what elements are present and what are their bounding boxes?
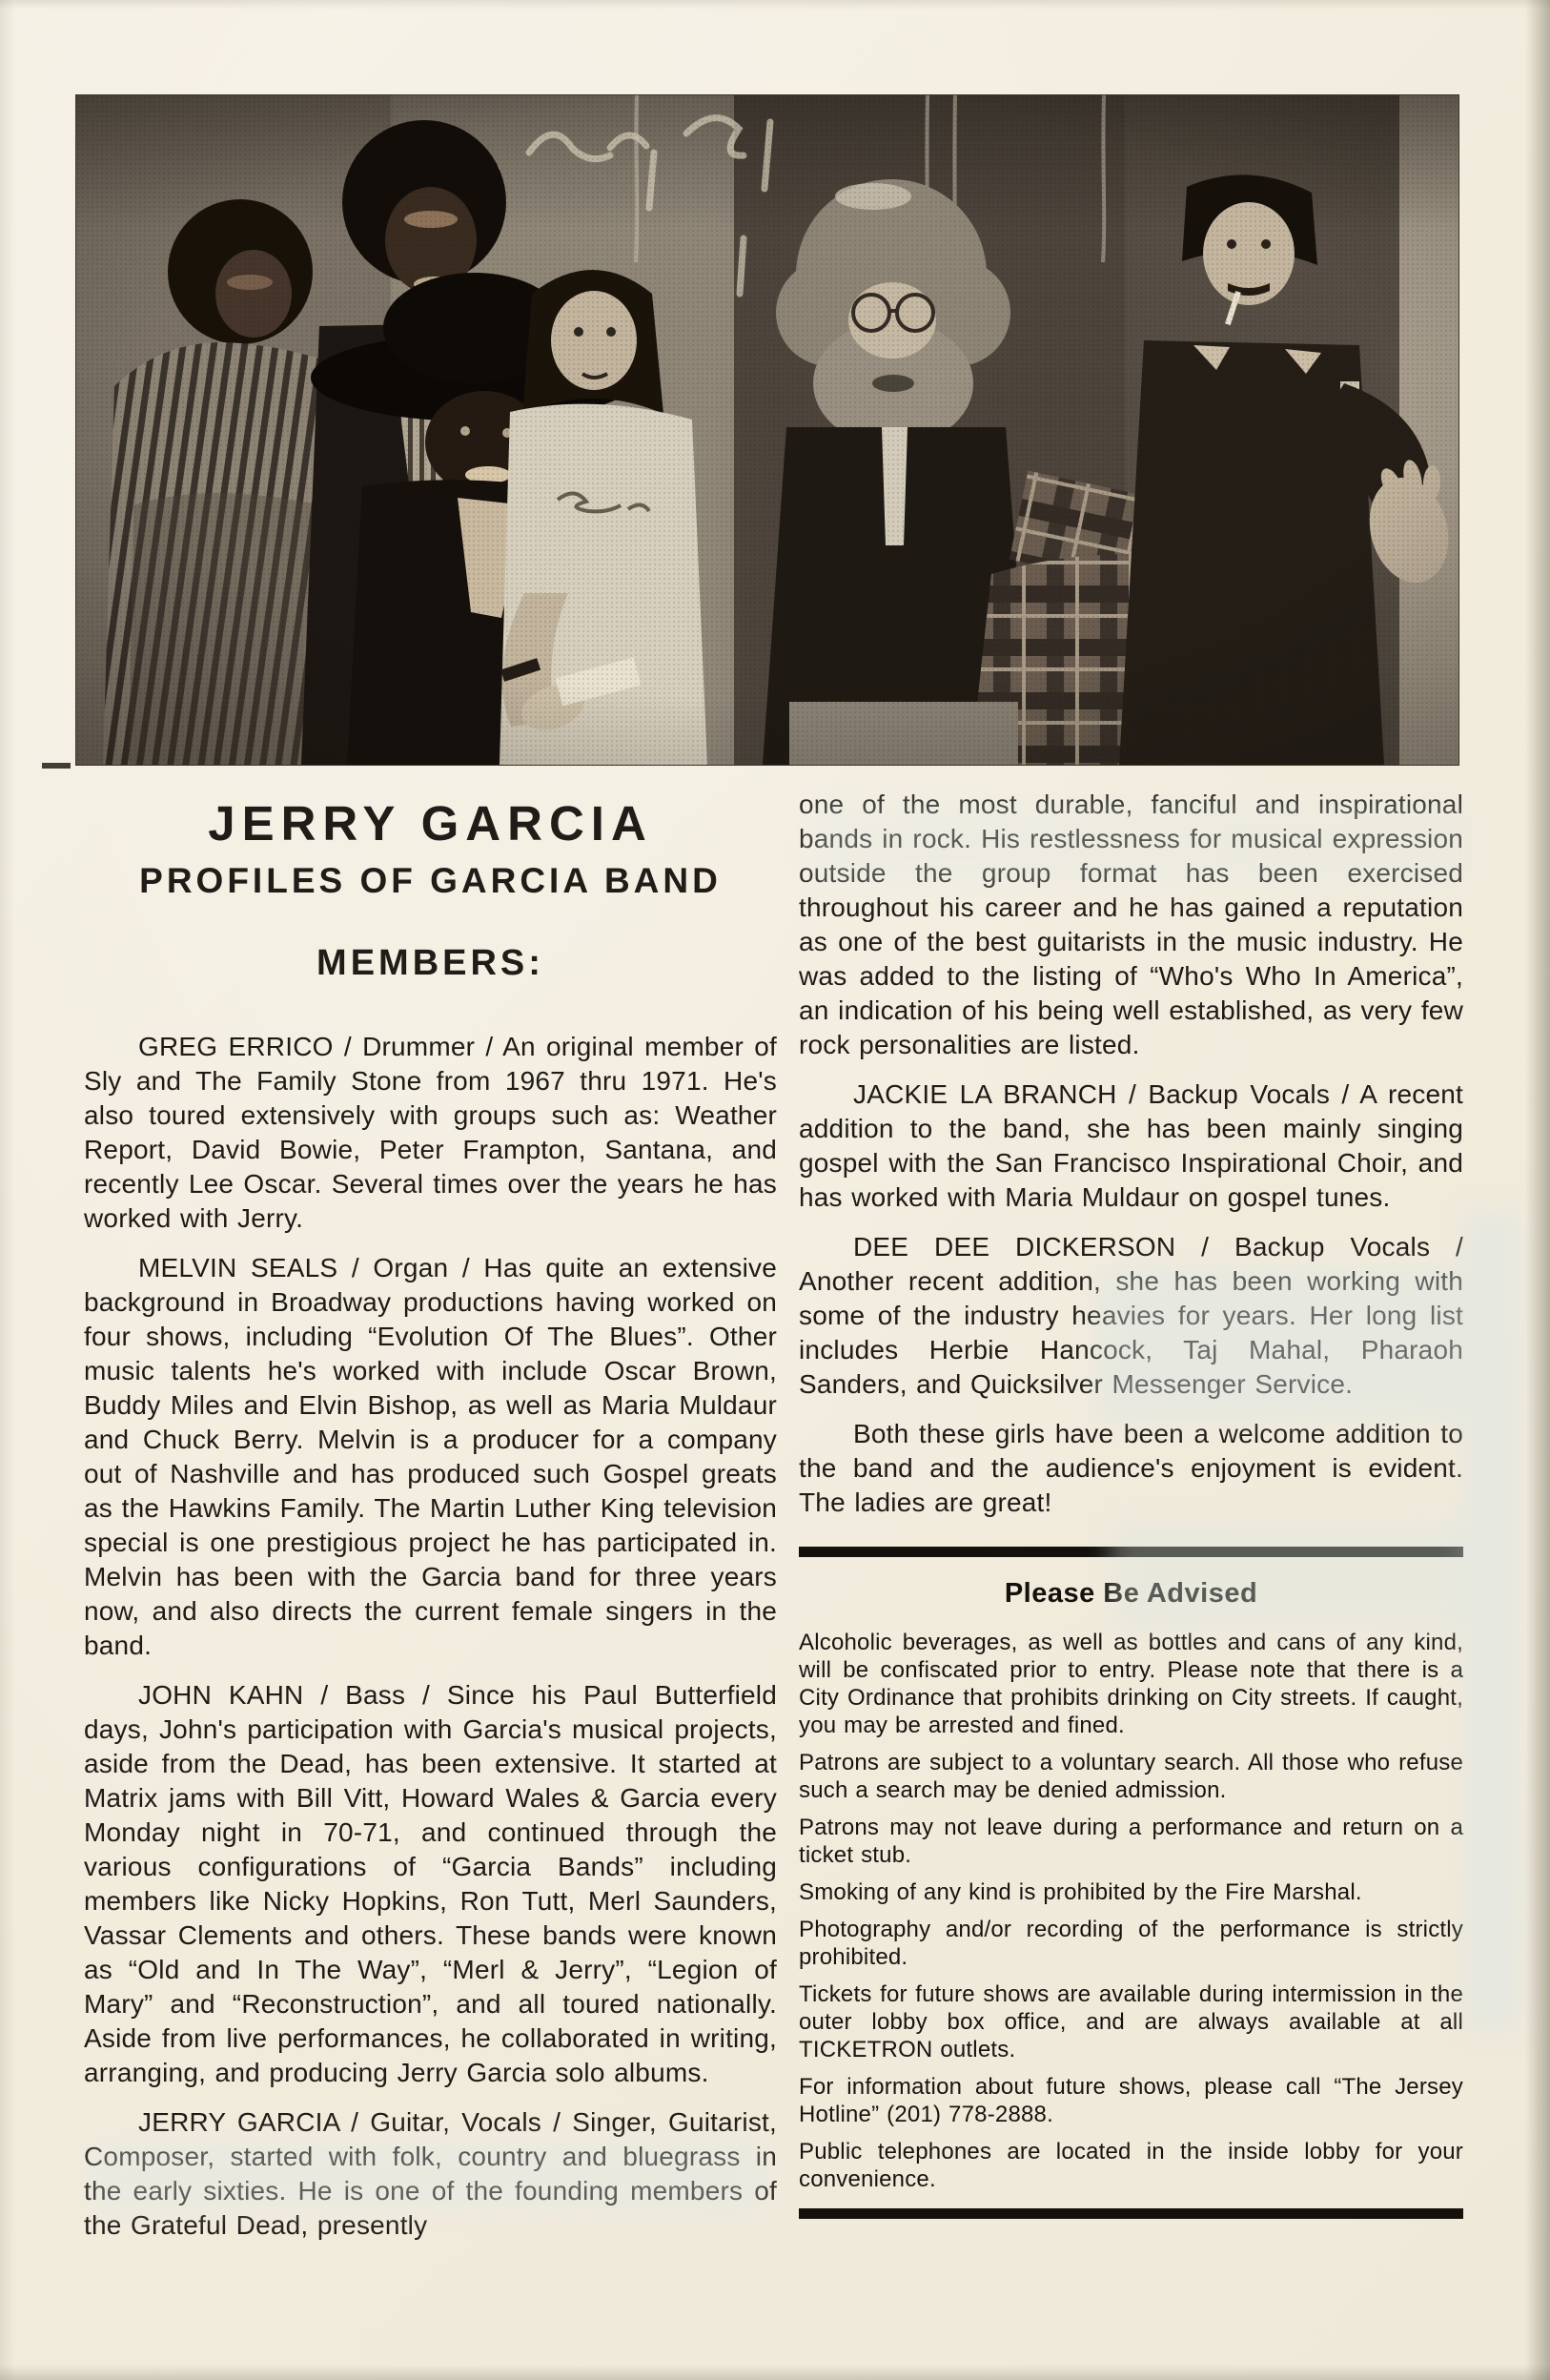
bio-jerry-garcia: JERRY GARCIA / Guitar, Vocals / Singer, Guitarist, Composer, started with folk, country and bluegrass in the early sixties. He is one of the founding members of the Grateful Dead, presently: [84, 2107, 777, 2240]
advisory-item-search: Patrons are subject to a voluntary search. All those who refuse such a search may be denied admission.: [799, 1750, 1463, 1803]
page-edge-shadow-left: [0, 0, 15, 2380]
advisory-list: [799, 1629, 1463, 2193]
bio-jerry-garcia-continued: one of the most durable, fanciful and inspirational bands in rock. His restlessness for musical expression outside the group format has been exercised throughout his career and he has gained a reputation as one of the best guitarists in the music industry. He was added to the listing of “Who's Who In America”, an indication of his being well established, as very few rock personalities are listed.: [799, 790, 1463, 1059]
page-edge-shadow-bottom: [0, 2365, 1550, 2380]
bio-greg-errico: GREG ERRICO / Drummer / An original member of Sly and The Family Stone from 1967 thru 1971. He's also toured extensively with groups such as: Weather Report, David Bowie, Peter Frampton, Santana, and recently Lee Oscar. Several times over the years he has worked with Jerry.: [84, 1032, 777, 1233]
left-column: [84, 782, 777, 2258]
bio-closing-note: Both these girls have been a welcome addition to the band and the audience's enjoyment is evident. The ladies are great!: [799, 1419, 1463, 1517]
advisory-item-reentry: Patrons may not leave during a performance and return on a ticket stub.: [799, 1815, 1463, 1868]
vignette-overlay: [76, 95, 1458, 765]
bio-jackie-la-branch: JACKIE LA BRANCH / Backup Vocals / A recent addition to the band, she has been mainly singing gospel with the San Francisco Inspirational Choir, and has worked with Maria Muldaur on gospel tunes.: [799, 1079, 1463, 1212]
member-bios-continued: [799, 788, 1463, 1520]
advisory-top-rule: [799, 1547, 1463, 1557]
advisory-item-alcohol: Alcoholic beverages, as well as bottles and cans of any kind, will be confiscated prior to entry. Please note that there is a City Ordinance that prohibits drinking on City streets. If caught, you may be arrested and fined.: [799, 1630, 1463, 1738]
page-title: JERRY GARCIA: [208, 796, 653, 851]
members-heading: MEMBERS:: [316, 943, 544, 983]
band-photo-illustration: [76, 95, 1458, 765]
bio-john-kahn: JOHN KAHN / Bass / Since his Paul Butterfield days, John's participation with Garcia's musical projects, aside from the Dead, has been extensive. It started at Matrix jams with Bill Vitt, Howard Wales & Garcia every Monday night in 70-71, and continued through the various configurations of “Garcia Bands” including members like Nicky Hopkins, Ron Tutt, Merl Saunders, Vassar Clements and others. These bands were known as “Old and In The Way”, “Merl & Jerry”, “Legion of Mary” and “Reconstruction”, and all toured nationally. Aside from live performances, he collaborated in writing, arranging, and producing Jerry Garcia solo albums.: [84, 1680, 777, 2087]
advisory-item-telephones: Public telephones are located in the inside lobby for your convenience.: [799, 2139, 1463, 2192]
advisory-item-smoking: Smoking of any kind is prohibited by the Fire Marshal.: [799, 1879, 1362, 1905]
advisory-item-hotline: For information about future shows, please call “The Jersey Hotline” (201) 778-2888.: [799, 2074, 1463, 2127]
band-photo: [76, 95, 1458, 765]
advisory-bottom-rule: [799, 2208, 1463, 2219]
advisory-item-tickets: Tickets for future shows are available during intermission in the outer lobby box office, and are always available at all TICKETRON outlets.: [799, 1981, 1463, 2062]
page-edge-shadow-right: [1525, 0, 1550, 2380]
photo-margin-mark: [42, 763, 71, 769]
bio-dee-dee-dickerson: DEE DEE DICKERSON / Backup Vocals / Another recent addition, she has been working with some of the industry heavies for years. Her long list includes Herbie Hancock, Taj Mahal, Pharaoh Sanders, and Quicksilver Messenger Service.: [799, 1232, 1463, 1399]
page-edge-shadow-top: [0, 0, 1550, 10]
member-bios: [84, 1030, 777, 2243]
bio-melvin-seals: MELVIN SEALS / Organ / Has quite an extensive background in Broadway productions having worked on four shows, including “Evolution Of The Blues”. Other music talents he's worked with include Oscar Brown, Buddy Miles and Elvin Bishop, as well as Maria Muldaur and Chuck Berry. Melvin is a producer for a company out of Nashville and has produced such Gospel greats as the Hawkins Family. The Martin Luther King television special is one prestigious project he has participated in. Melvin has been with the Garcia band for three years now, and also directs the current female singers in the band.: [84, 1253, 777, 1660]
advisory-heading: Please Be Advised: [1004, 1578, 1258, 1609]
right-column: [799, 788, 1463, 2219]
print-bleed-ghost: [1464, 1211, 1519, 2031]
page-subtitle: PROFILES OF GARCIA BAND: [139, 861, 722, 900]
advisory-item-photography: Photography and/or recording of the performance is strictly prohibited.: [799, 1917, 1463, 1970]
